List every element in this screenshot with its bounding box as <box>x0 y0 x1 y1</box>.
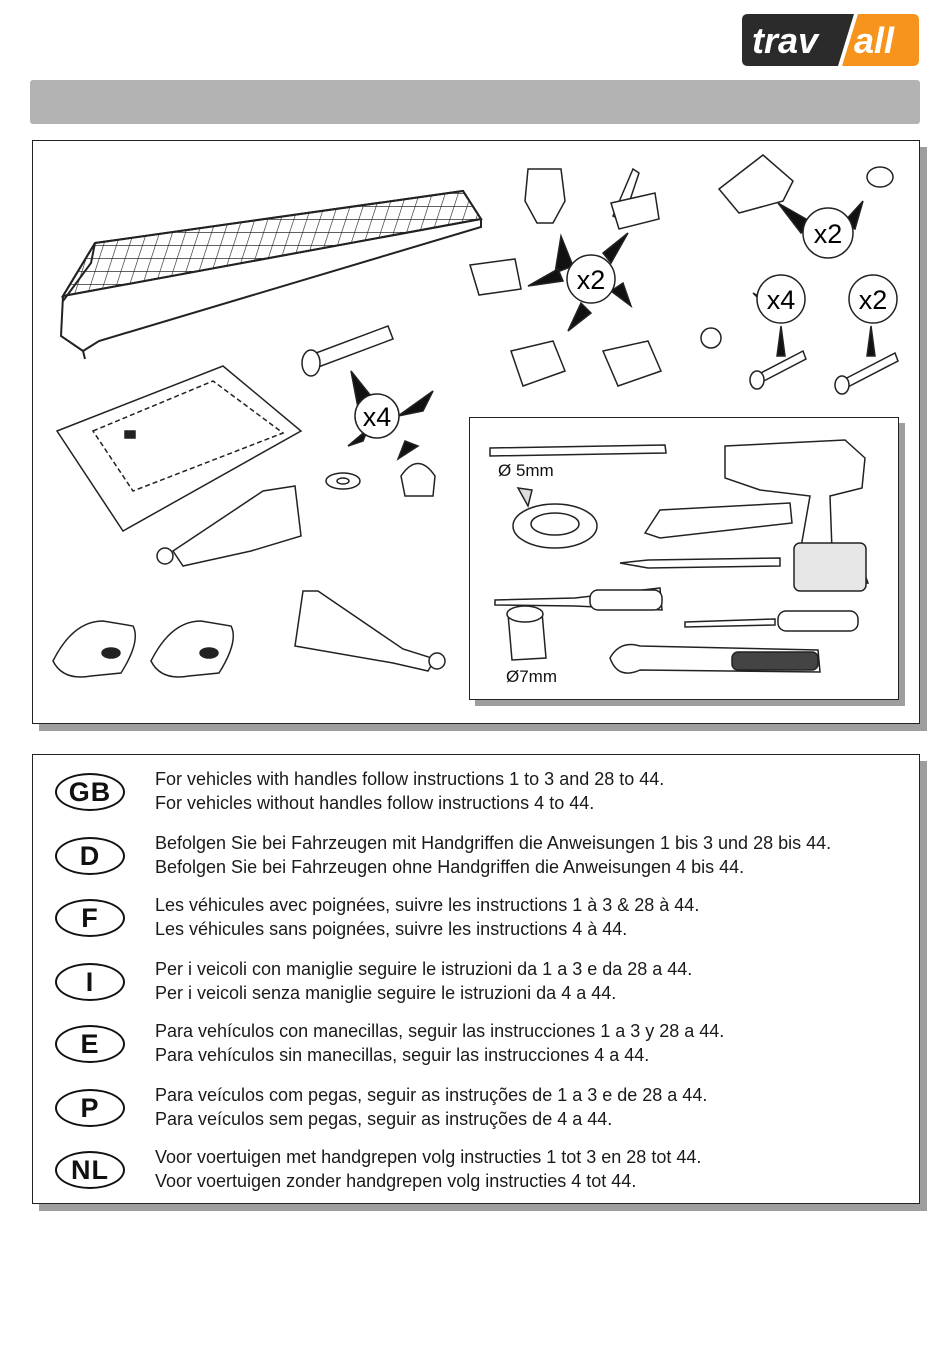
instruction-row-nl <box>33 1145 919 1201</box>
language-badge: E <box>55 1025 125 1063</box>
drill-bit-label: Ø 5mm <box>498 461 554 480</box>
language-badge: NL <box>55 1151 125 1189</box>
language-badge: D <box>55 837 125 875</box>
instruction-row-d <box>33 831 919 887</box>
dog-guard-grid <box>61 191 481 359</box>
utility-knife-icon <box>645 503 792 538</box>
qty-label-hardware: x2 <box>576 265 606 295</box>
instruction-line: Para veículos sem pegas, seguir as instruções de 4 a 44. <box>155 1109 613 1129</box>
header-bar <box>30 80 920 124</box>
instructions-panel <box>32 754 920 1204</box>
instruction-row-gb <box>33 767 919 823</box>
instruction-row-p <box>33 1083 919 1139</box>
pencil-icon <box>620 558 780 568</box>
hardware-x2-group <box>470 169 661 386</box>
instruction-line: Befolgen Sie bei Fahrzeugen ohne Handgriffen die Anweisungen 4 bis 44. <box>155 857 745 877</box>
qty-label-nut: x4 <box>766 285 796 315</box>
parts-panel <box>32 140 920 724</box>
instruction-line: Per i veicoli con maniglie seguire le istruzioni da 1 a 3 e da 28 a 44. <box>155 959 693 979</box>
instruction-line: Les véhicules sans poignées, suivre les instructions 4 à 44. <box>155 919 628 939</box>
instruction-line: Para vehículos sin manecillas, seguir las instrucciones 4 a 44. <box>155 1045 650 1065</box>
instruction-line: For vehicles with handles follow instructions 1 to 3 and 28 to 44. <box>155 769 665 789</box>
instruction-line: Voor voertuigen met handgrepen volg instructies 1 tot 3 en 28 tot 44. <box>155 1147 702 1167</box>
qty-label-bolt: x2 <box>858 285 888 315</box>
tools-illustration <box>470 418 898 699</box>
instruction-line: Voor voertuigen zonder handgrepen volg instructies 4 tot 44. <box>155 1171 637 1191</box>
instruction-line: Les véhicules avec poignées, suivre les instructions 1 à 3 & 28 à 44. <box>155 895 700 915</box>
language-badge: F <box>55 899 125 937</box>
language-badge: I <box>55 963 125 1001</box>
instruction-line: Per i veicoli senza maniglie seguire le istruzioni da 4 a 44. <box>155 983 617 1003</box>
tools-panel <box>469 417 899 700</box>
clip-x2-group <box>719 155 893 258</box>
travall-logo <box>742 14 919 66</box>
drill-bit-icon <box>490 445 666 456</box>
language-badge: P <box>55 1089 125 1127</box>
language-badge: GB <box>55 773 125 811</box>
logo-text-trav: trav <box>752 20 819 61</box>
instruction-row-i <box>33 957 919 1013</box>
qty-label-long-bolt: x4 <box>362 402 392 432</box>
logo-text-all: all <box>854 20 895 61</box>
screwdriver-small-icon <box>685 619 775 627</box>
instruction-line: Para vehículos con manecillas, seguir las instrucciones 1 a 3 y 28 a 44. <box>155 1021 725 1041</box>
socket-size-label: Ø7mm <box>506 667 557 686</box>
instruction-row-f <box>33 893 919 949</box>
instruction-line: Para veículos com pegas, seguir as instruções de 1 a 3 e de 28 a 44. <box>155 1085 708 1105</box>
instruction-line: For vehicles without handles follow instructions 4 to 44. <box>155 793 595 813</box>
instruction-row-e <box>33 1019 919 1075</box>
instruction-line: Befolgen Sie bei Fahrzeugen mit Handgriffen die Anweisungen 1 bis 3 und 28 bis 44. <box>155 833 832 853</box>
qty-label-clip: x2 <box>813 219 843 249</box>
